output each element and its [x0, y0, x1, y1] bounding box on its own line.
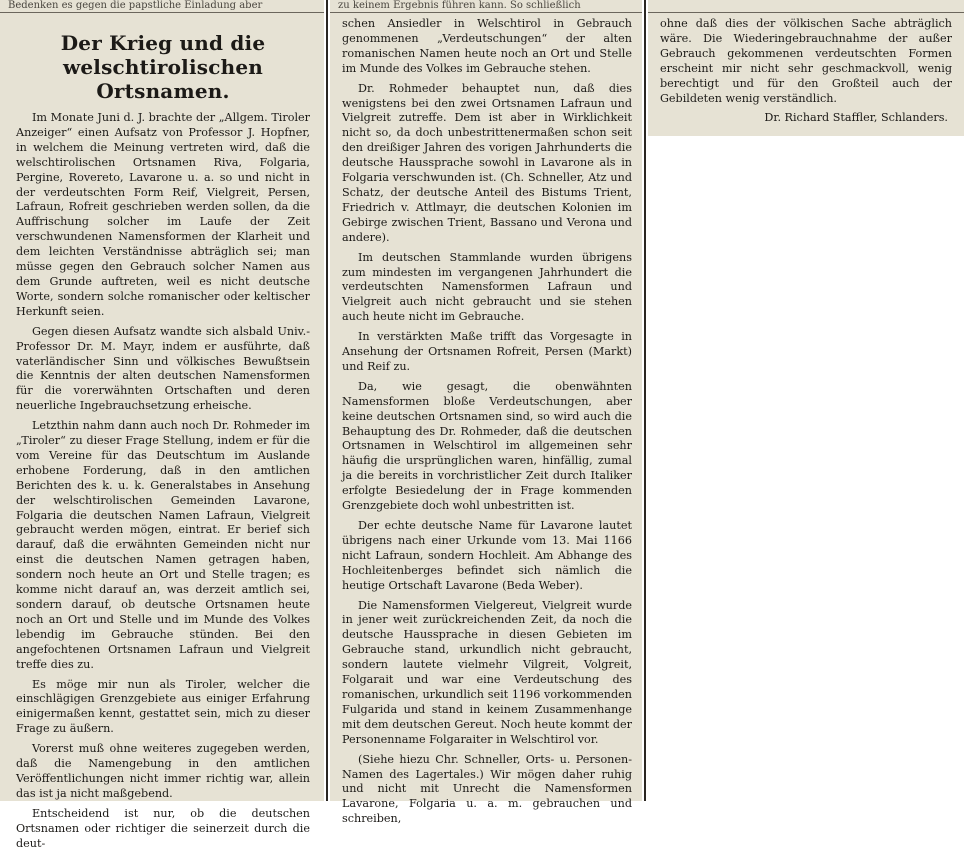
- article-column-1: [0, 0, 324, 850]
- article-column-3: [648, 0, 964, 136]
- article-paragraph: In verstärkten Maße trifft das Vorgesagte in Ansehung der Ortsnamen Rofreit, Persen (Markt) und Reif zu.: [342, 330, 632, 373]
- article-paragraph: Dr. Rohmeder behauptet nun, daß dies wenigstens bei den zwei Ortsnamen Lafraun und Vielgreit zutreffe. Dem ist aber in Wirklichkeit nicht so, da doch unbestrittenermaßen schon seit den dreißiger Jahren des vorigen Jahrhunderts die deutsche Haussprache sowohl in Lavarone als in Folgaria verschwunden ist. (Ch. Schneller, Atz und Schatz, der deutsche Anteil des Bistums Trient, Friedrich v. Attlmayr, die deutschen Kolonien im Gebirge zwischen Trient, Bassano und Verona und andere).: [342, 81, 632, 244]
- article-paragraph: Es möge mir nun als Tiroler, welcher die einschlägigen Grenzgebiete aus einiger Erfahrung einigermaßen kennt, gestattet sein, mich zu dieser Frage zu äußern.: [16, 677, 310, 736]
- previous-article-fragment: zu keinem Ergebnis führen kann. So schließlich: [330, 0, 642, 13]
- article-paragraph: (Siehe hiezu Chr. Schneller, Orts- u. Personen-Namen des Lagertales.) Wir mögen daher ruhig und nicht mit Unrecht die Namensformen Lavarone, Folgaria u. a. m. gebrauchen und schreiben,: [342, 752, 632, 826]
- article-paragraph: schen Ansiedler in Welschtirol in Gebrauch genommenen „Verdeutschungen“ der alten romanischen Namen heute noch an Ort und Stelle im Munde des Volkes im Gebrauche stehen.: [342, 17, 632, 75]
- article-paragraph: Gegen diesen Aufsatz wandte sich alsbald Univ.-Professor Dr. M. Mayr, indem er ausführte, daß vaterländischer Sinn und völkisches Bewußtsein die Kenntnis der alten deutschen Namensformen für die vorerwähnten Ortschaften und deren neuerliche Ingebrauchsetzung erheische.: [16, 324, 310, 413]
- article-headline: Der Krieg und die welschtirolischen Ortsnamen.: [60, 31, 266, 103]
- previous-article-fragment: [648, 0, 964, 13]
- article-paragraph: Die Namensformen Vielgereut, Vielgreit wurde in jener weit zurückreichenden Zeit, da noch die deutsche Haussprache in diesen Gebieten im Gebrauche stand, urkundlich nicht gebraucht, sondern lautete vielmehr Vilgreit, Volgreit, Folgarait und war eine Verdeutschung des romanischen, urkundlich seit 1196 vorkommenden Fulgarida und stand in keinem Zusammenhange mit dem deutschen Gereut. Noch heute kommt der Personenname Folgaraiter in Welschtirol vor.: [342, 598, 632, 746]
- column-divider: [644, 0, 646, 801]
- article-paragraph: Im deutschen Stammlande wurden übrigens zum mindesten im vergangenen Jahrhundert die verdeutschten Namensformen Lafraun und Vielgreit auch nicht gebraucht und sie stehen auch heute nicht im Gebrauche.: [342, 250, 632, 324]
- column-divider: [326, 0, 328, 801]
- article-paragraph: Der echte deutsche Name für Lavarone lautet übrigens nach einer Urkunde vom 13. Mai 1166 nicht Lafraun, sondern Hochleit. Am Abhange des Hochleitenberges befindet sich nämlich die heutige Ortschaft Lavarone (Beda Weber).: [342, 519, 632, 592]
- article-paragraph: Da, wie gesagt, die obenwähnten Namensformen bloße Verdeutschungen, aber keine deutschen Ortsnamen sind, so wird auch die Behauptung des Dr. Rohmeder, daß die deutschen Ortsnamen in Welschtirol im allgemeinen sehr häufig die ursprünglichen waren, hinfällig, zumal ja die bereits in vorchristlicher Zeit durch Italiker erfolgte Besiedelung der in Frage kommenden Grenzgebiete doch wohl unbestritten ist.: [342, 379, 632, 513]
- article-paragraph: Entscheidend ist nur, ob die deutschen Ortsnamen oder richtiger die seinerzeit durch die deut-: [16, 806, 310, 850]
- article-paragraph: ohne daß dies der völkischen Sache abträglich wäre. Die Wiederingebrauchnahme der außer Gebrauch gekommenen verdeutschten Formen erscheint mir nicht sehr geschmackvoll, wenig berechtigt und für den Großteil auch der Gebildeten wenig verständlich.: [660, 17, 952, 105]
- article-paragraph: Im Monate Juni d. J. brachte der „Allgem. Tiroler Anzeiger“ einen Aufsatz von Professor J. Hopfner, in welchem die Meinung vertreten wird, daß die welschtirolischen Ortsnamen Riva, Folgaria, Pergine, Rovereto, Lavarone u. a. so und nicht in der verdeutschten Form Reif, Vielgreit, Persen, Lafraun, Rofreit geschrieben werden sollen, da die Auffrischung solcher im Laufe der Zeit verschwundenen Namensformen der Klarheit und dem leichten Verständnisse abträglich sei; man müsse gegen den Gebrauch solcher Namen aus dem Grunde auftreten, weil es nicht deutsche Worte, sondern solche romanischer oder keltischer Herkunft seien.: [16, 111, 310, 318]
- article-paragraph: Letzthin nahm dann auch noch Dr. Rohmeder im „Tiroler“ zu dieser Frage Stellung, indem er für die vom Vereine für das Deutschtum im Auslande erhobene Forderung, daß in den amtlichen Berichten des k. u. k. Generalstabes in Ansehung der welschtirolischen Gemeinden Lavarone, Folgaria die deutschen Namen Lafraun, Vielgreit gebraucht werden mögen, eintrat. Er berief sich darauf, daß die erwähnten Gemeinden nicht nur einst die deutschen Namen getragen haben, sondern noch heute an Ort und Stelle tragen; es komme nicht darauf an, was derzeit amtlich sei, sondern darauf, ob deutsche Ortsnamen heute noch an Ort und Stelle und im Munde des Volkes lebendig im Gebrauche stünden. Bei den angefochtenen Ortsnamen Lafraun und Vielgreit treffe dies zu.: [16, 419, 310, 671]
- previous-article-fragment: Bedenken es gegen die papstliche Einladung aber: [0, 0, 324, 13]
- article-column-2: [330, 0, 642, 826]
- article-paragraph: Vorerst muß ohne weiteres zugegeben werden, daß die Namengebung in den amtlichen Veröffentlichungen nicht immer richtig war, allein das ist ja nicht maßgebend.: [16, 742, 310, 800]
- author-signature: Dr. Richard Staffler, Schlanders.: [764, 111, 948, 125]
